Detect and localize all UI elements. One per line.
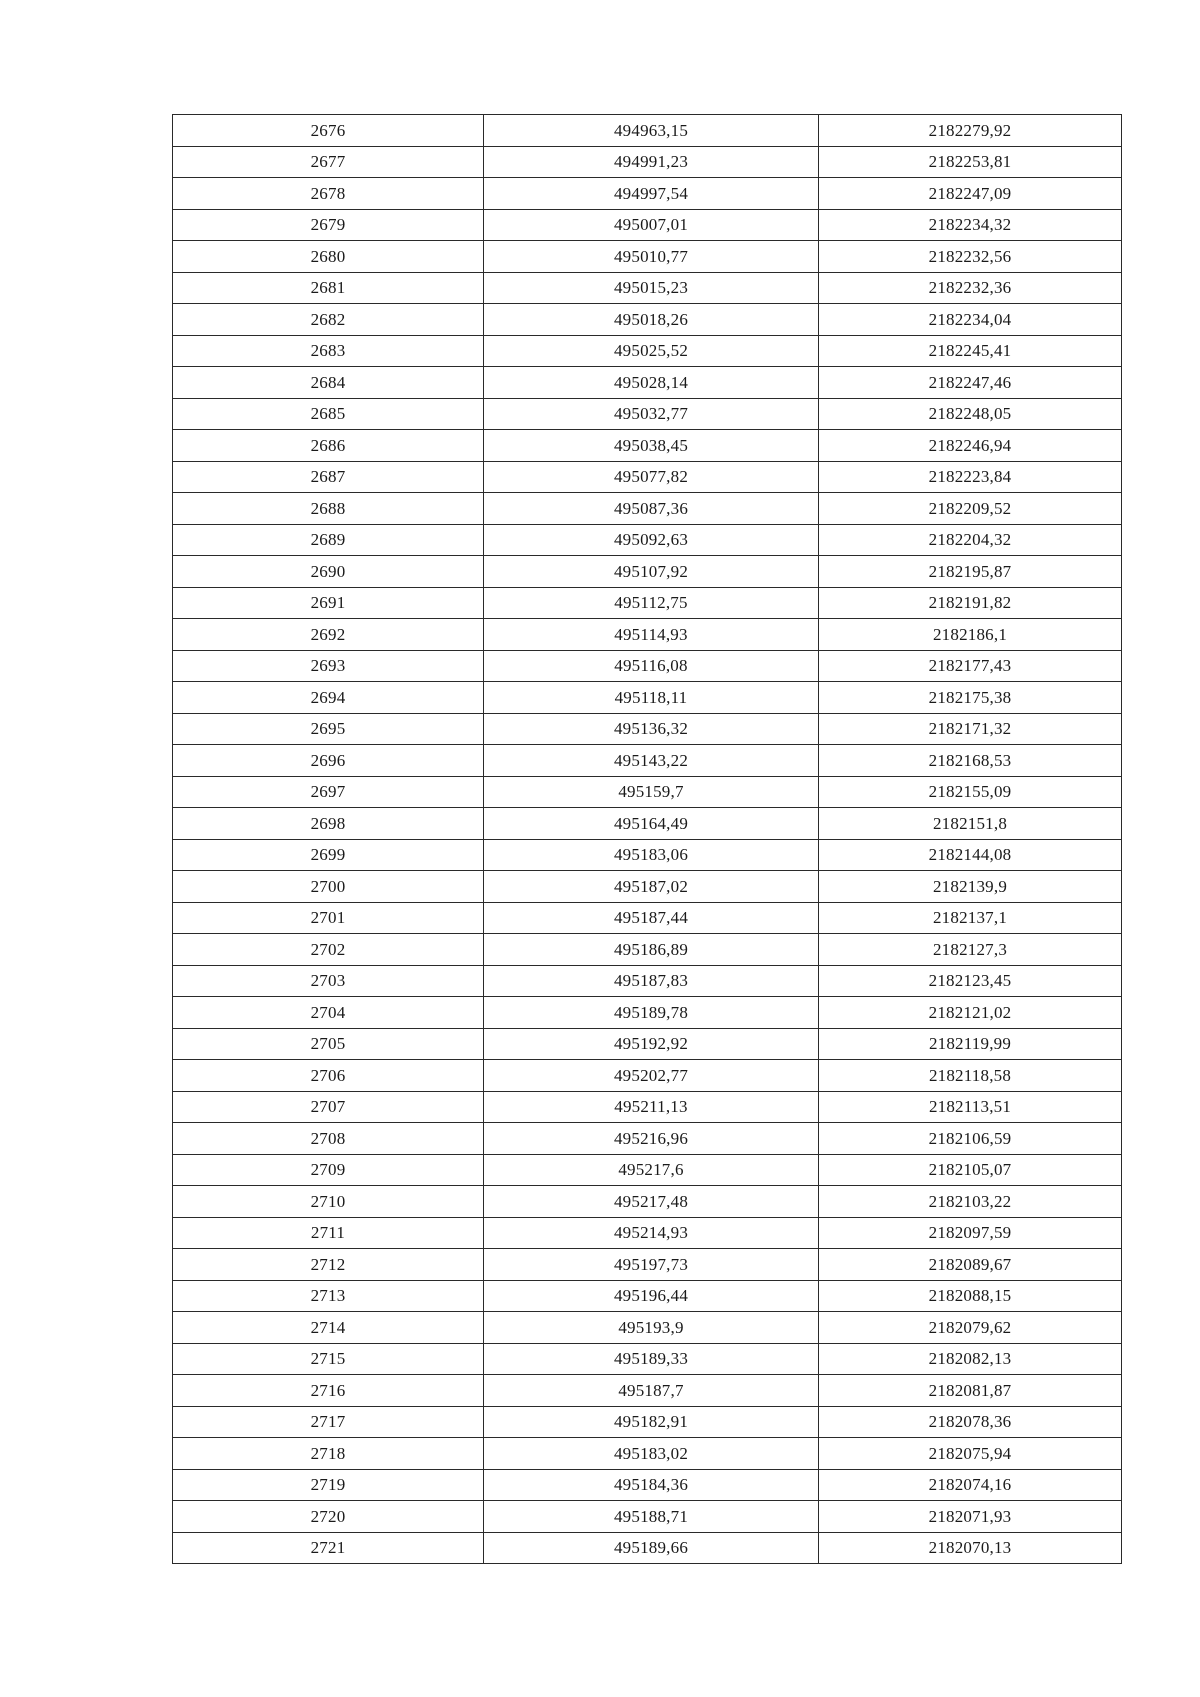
- table-row: [173, 1532, 1122, 1564]
- x-coordinate-cell: 495159,7: [484, 776, 819, 808]
- y-coordinate-cell: 2182232,36: [819, 272, 1122, 304]
- table-row: [173, 1438, 1122, 1470]
- table-row: [173, 1217, 1122, 1249]
- point-number-cell: 2700: [173, 871, 484, 903]
- y-coordinate-cell: 2182247,09: [819, 178, 1122, 210]
- table-row: [173, 367, 1122, 399]
- y-coordinate-cell: 2182127,3: [819, 934, 1122, 966]
- table-row: [173, 839, 1122, 871]
- point-number-cell: 2693: [173, 650, 484, 682]
- y-coordinate-cell: 2182103,22: [819, 1186, 1122, 1218]
- table-row: [173, 902, 1122, 934]
- y-coordinate-cell: 2182071,93: [819, 1501, 1122, 1533]
- point-number-cell: 2684: [173, 367, 484, 399]
- point-number-cell: 2717: [173, 1406, 484, 1438]
- point-number-cell: 2719: [173, 1469, 484, 1501]
- point-number-cell: 2714: [173, 1312, 484, 1344]
- table-row: [173, 398, 1122, 430]
- point-number-cell: 2711: [173, 1217, 484, 1249]
- point-number-cell: 2676: [173, 115, 484, 147]
- table-row: [173, 776, 1122, 808]
- y-coordinate-cell: 2182223,84: [819, 461, 1122, 493]
- y-coordinate-cell: 2182171,32: [819, 713, 1122, 745]
- table-row: [173, 241, 1122, 273]
- x-coordinate-cell: 495018,26: [484, 304, 819, 336]
- table-row: [173, 587, 1122, 619]
- table-row: [173, 461, 1122, 493]
- point-number-cell: 2691: [173, 587, 484, 619]
- x-coordinate-cell: 495112,75: [484, 587, 819, 619]
- table-row: [173, 209, 1122, 241]
- y-coordinate-cell: 2182247,46: [819, 367, 1122, 399]
- x-coordinate-cell: 495216,96: [484, 1123, 819, 1155]
- y-coordinate-cell: 2182074,16: [819, 1469, 1122, 1501]
- x-coordinate-cell: 495196,44: [484, 1280, 819, 1312]
- x-coordinate-cell: 495116,08: [484, 650, 819, 682]
- point-number-cell: 2690: [173, 556, 484, 588]
- point-number-cell: 2682: [173, 304, 484, 336]
- point-number-cell: 2699: [173, 839, 484, 871]
- x-coordinate-cell: 495187,44: [484, 902, 819, 934]
- x-coordinate-cell: 495192,92: [484, 1028, 819, 1060]
- point-number-cell: 2679: [173, 209, 484, 241]
- y-coordinate-cell: 2182232,56: [819, 241, 1122, 273]
- table-row: [173, 146, 1122, 178]
- table-row: [173, 1280, 1122, 1312]
- point-number-cell: 2681: [173, 272, 484, 304]
- x-coordinate-cell: 495118,11: [484, 682, 819, 714]
- x-coordinate-cell: 495187,7: [484, 1375, 819, 1407]
- table-row: [173, 1312, 1122, 1344]
- table-row: [173, 934, 1122, 966]
- table-row: [173, 556, 1122, 588]
- table-row: [173, 1469, 1122, 1501]
- table-row: [173, 1343, 1122, 1375]
- point-number-cell: 2713: [173, 1280, 484, 1312]
- x-coordinate-cell: 495189,78: [484, 997, 819, 1029]
- x-coordinate-cell: 495092,63: [484, 524, 819, 556]
- point-number-cell: 2706: [173, 1060, 484, 1092]
- table-row: [173, 1154, 1122, 1186]
- y-coordinate-cell: 2182248,05: [819, 398, 1122, 430]
- x-coordinate-cell: 495038,45: [484, 430, 819, 462]
- x-coordinate-cell: 495187,83: [484, 965, 819, 997]
- x-coordinate-cell: 495197,73: [484, 1249, 819, 1281]
- table-row: [173, 1501, 1122, 1533]
- y-coordinate-cell: 2182253,81: [819, 146, 1122, 178]
- y-coordinate-cell: 2182186,1: [819, 619, 1122, 651]
- table-row: [173, 1123, 1122, 1155]
- x-coordinate-cell: 495025,52: [484, 335, 819, 367]
- point-number-cell: 2696: [173, 745, 484, 777]
- table-row: [173, 1028, 1122, 1060]
- y-coordinate-cell: 2182177,43: [819, 650, 1122, 682]
- x-coordinate-cell: 495214,93: [484, 1217, 819, 1249]
- x-coordinate-cell: 495164,49: [484, 808, 819, 840]
- table-row: [173, 682, 1122, 714]
- table-row: [173, 493, 1122, 525]
- point-number-cell: 2703: [173, 965, 484, 997]
- point-number-cell: 2718: [173, 1438, 484, 1470]
- table-row: [173, 1375, 1122, 1407]
- point-number-cell: 2702: [173, 934, 484, 966]
- table-row: [173, 997, 1122, 1029]
- y-coordinate-cell: 2182139,9: [819, 871, 1122, 903]
- y-coordinate-cell: 2182106,59: [819, 1123, 1122, 1155]
- y-coordinate-cell: 2182209,52: [819, 493, 1122, 525]
- point-number-cell: 2708: [173, 1123, 484, 1155]
- y-coordinate-cell: 2182118,58: [819, 1060, 1122, 1092]
- point-number-cell: 2715: [173, 1343, 484, 1375]
- point-number-cell: 2720: [173, 1501, 484, 1533]
- table-row: [173, 272, 1122, 304]
- table-row: [173, 335, 1122, 367]
- point-number-cell: 2707: [173, 1091, 484, 1123]
- y-coordinate-cell: 2182070,13: [819, 1532, 1122, 1564]
- point-number-cell: 2686: [173, 430, 484, 462]
- y-coordinate-cell: 2182279,92: [819, 115, 1122, 147]
- table-row: [173, 713, 1122, 745]
- y-coordinate-cell: 2182119,99: [819, 1028, 1122, 1060]
- x-coordinate-cell: 494991,23: [484, 146, 819, 178]
- point-number-cell: 2683: [173, 335, 484, 367]
- x-coordinate-cell: 495107,92: [484, 556, 819, 588]
- y-coordinate-cell: 2182088,15: [819, 1280, 1122, 1312]
- x-coordinate-cell: 495217,48: [484, 1186, 819, 1218]
- point-number-cell: 2701: [173, 902, 484, 934]
- point-number-cell: 2712: [173, 1249, 484, 1281]
- table-row: [173, 808, 1122, 840]
- point-number-cell: 2695: [173, 713, 484, 745]
- x-coordinate-cell: 495211,13: [484, 1091, 819, 1123]
- point-number-cell: 2698: [173, 808, 484, 840]
- table-row: [173, 745, 1122, 777]
- point-number-cell: 2716: [173, 1375, 484, 1407]
- x-coordinate-cell: 495015,23: [484, 272, 819, 304]
- table-row: [173, 115, 1122, 147]
- x-coordinate-cell: 494963,15: [484, 115, 819, 147]
- x-coordinate-cell: 495028,14: [484, 367, 819, 399]
- x-coordinate-cell: 495032,77: [484, 398, 819, 430]
- y-coordinate-cell: 2182204,32: [819, 524, 1122, 556]
- y-coordinate-cell: 2182175,38: [819, 682, 1122, 714]
- x-coordinate-cell: 495007,01: [484, 209, 819, 241]
- table-row: [173, 430, 1122, 462]
- x-coordinate-cell: 495182,91: [484, 1406, 819, 1438]
- table-row: [173, 871, 1122, 903]
- y-coordinate-cell: 2182137,1: [819, 902, 1122, 934]
- table-row: [173, 1249, 1122, 1281]
- point-number-cell: 2709: [173, 1154, 484, 1186]
- y-coordinate-cell: 2182191,82: [819, 587, 1122, 619]
- y-coordinate-cell: 2182105,07: [819, 1154, 1122, 1186]
- table-row: [173, 1060, 1122, 1092]
- x-coordinate-cell: 495184,36: [484, 1469, 819, 1501]
- point-number-cell: 2685: [173, 398, 484, 430]
- y-coordinate-cell: 2182195,87: [819, 556, 1122, 588]
- x-coordinate-cell: 495136,32: [484, 713, 819, 745]
- y-coordinate-cell: 2182151,8: [819, 808, 1122, 840]
- x-coordinate-cell: 495087,36: [484, 493, 819, 525]
- y-coordinate-cell: 2182234,32: [819, 209, 1122, 241]
- y-coordinate-cell: 2182246,94: [819, 430, 1122, 462]
- y-coordinate-cell: 2182168,53: [819, 745, 1122, 777]
- x-coordinate-cell: 495189,66: [484, 1532, 819, 1564]
- point-number-cell: 2688: [173, 493, 484, 525]
- table-row: [173, 178, 1122, 210]
- point-number-cell: 2692: [173, 619, 484, 651]
- y-coordinate-cell: 2182144,08: [819, 839, 1122, 871]
- point-number-cell: 2680: [173, 241, 484, 273]
- x-coordinate-cell: 495202,77: [484, 1060, 819, 1092]
- x-coordinate-cell: 494997,54: [484, 178, 819, 210]
- y-coordinate-cell: 2182234,04: [819, 304, 1122, 336]
- y-coordinate-cell: 2182113,51: [819, 1091, 1122, 1123]
- table-row: [173, 524, 1122, 556]
- point-number-cell: 2678: [173, 178, 484, 210]
- y-coordinate-cell: 2182155,09: [819, 776, 1122, 808]
- y-coordinate-cell: 2182081,87: [819, 1375, 1122, 1407]
- table-row: [173, 650, 1122, 682]
- x-coordinate-cell: 495010,77: [484, 241, 819, 273]
- point-number-cell: 2677: [173, 146, 484, 178]
- y-coordinate-cell: 2182079,62: [819, 1312, 1122, 1344]
- x-coordinate-cell: 495183,06: [484, 839, 819, 871]
- point-number-cell: 2697: [173, 776, 484, 808]
- x-coordinate-cell: 495077,82: [484, 461, 819, 493]
- point-number-cell: 2687: [173, 461, 484, 493]
- x-coordinate-cell: 495183,02: [484, 1438, 819, 1470]
- x-coordinate-cell: 495114,93: [484, 619, 819, 651]
- table-row: [173, 619, 1122, 651]
- table-row: [173, 1091, 1122, 1123]
- point-number-cell: 2689: [173, 524, 484, 556]
- x-coordinate-cell: 495188,71: [484, 1501, 819, 1533]
- y-coordinate-cell: 2182121,02: [819, 997, 1122, 1029]
- y-coordinate-cell: 2182123,45: [819, 965, 1122, 997]
- point-number-cell: 2705: [173, 1028, 484, 1060]
- x-coordinate-cell: 495189,33: [484, 1343, 819, 1375]
- y-coordinate-cell: 2182082,13: [819, 1343, 1122, 1375]
- table-row: [173, 1406, 1122, 1438]
- y-coordinate-cell: 2182245,41: [819, 335, 1122, 367]
- x-coordinate-cell: 495143,22: [484, 745, 819, 777]
- point-number-cell: 2704: [173, 997, 484, 1029]
- y-coordinate-cell: 2182089,67: [819, 1249, 1122, 1281]
- coordinates-table: [172, 114, 1122, 1564]
- table-row: [173, 965, 1122, 997]
- point-number-cell: 2721: [173, 1532, 484, 1564]
- point-number-cell: 2694: [173, 682, 484, 714]
- y-coordinate-cell: 2182097,59: [819, 1217, 1122, 1249]
- coordinates-table-body: [173, 115, 1122, 1564]
- x-coordinate-cell: 495217,6: [484, 1154, 819, 1186]
- y-coordinate-cell: 2182078,36: [819, 1406, 1122, 1438]
- x-coordinate-cell: 495187,02: [484, 871, 819, 903]
- point-number-cell: 2710: [173, 1186, 484, 1218]
- x-coordinate-cell: 495193,9: [484, 1312, 819, 1344]
- y-coordinate-cell: 2182075,94: [819, 1438, 1122, 1470]
- x-coordinate-cell: 495186,89: [484, 934, 819, 966]
- table-row: [173, 1186, 1122, 1218]
- table-row: [173, 304, 1122, 336]
